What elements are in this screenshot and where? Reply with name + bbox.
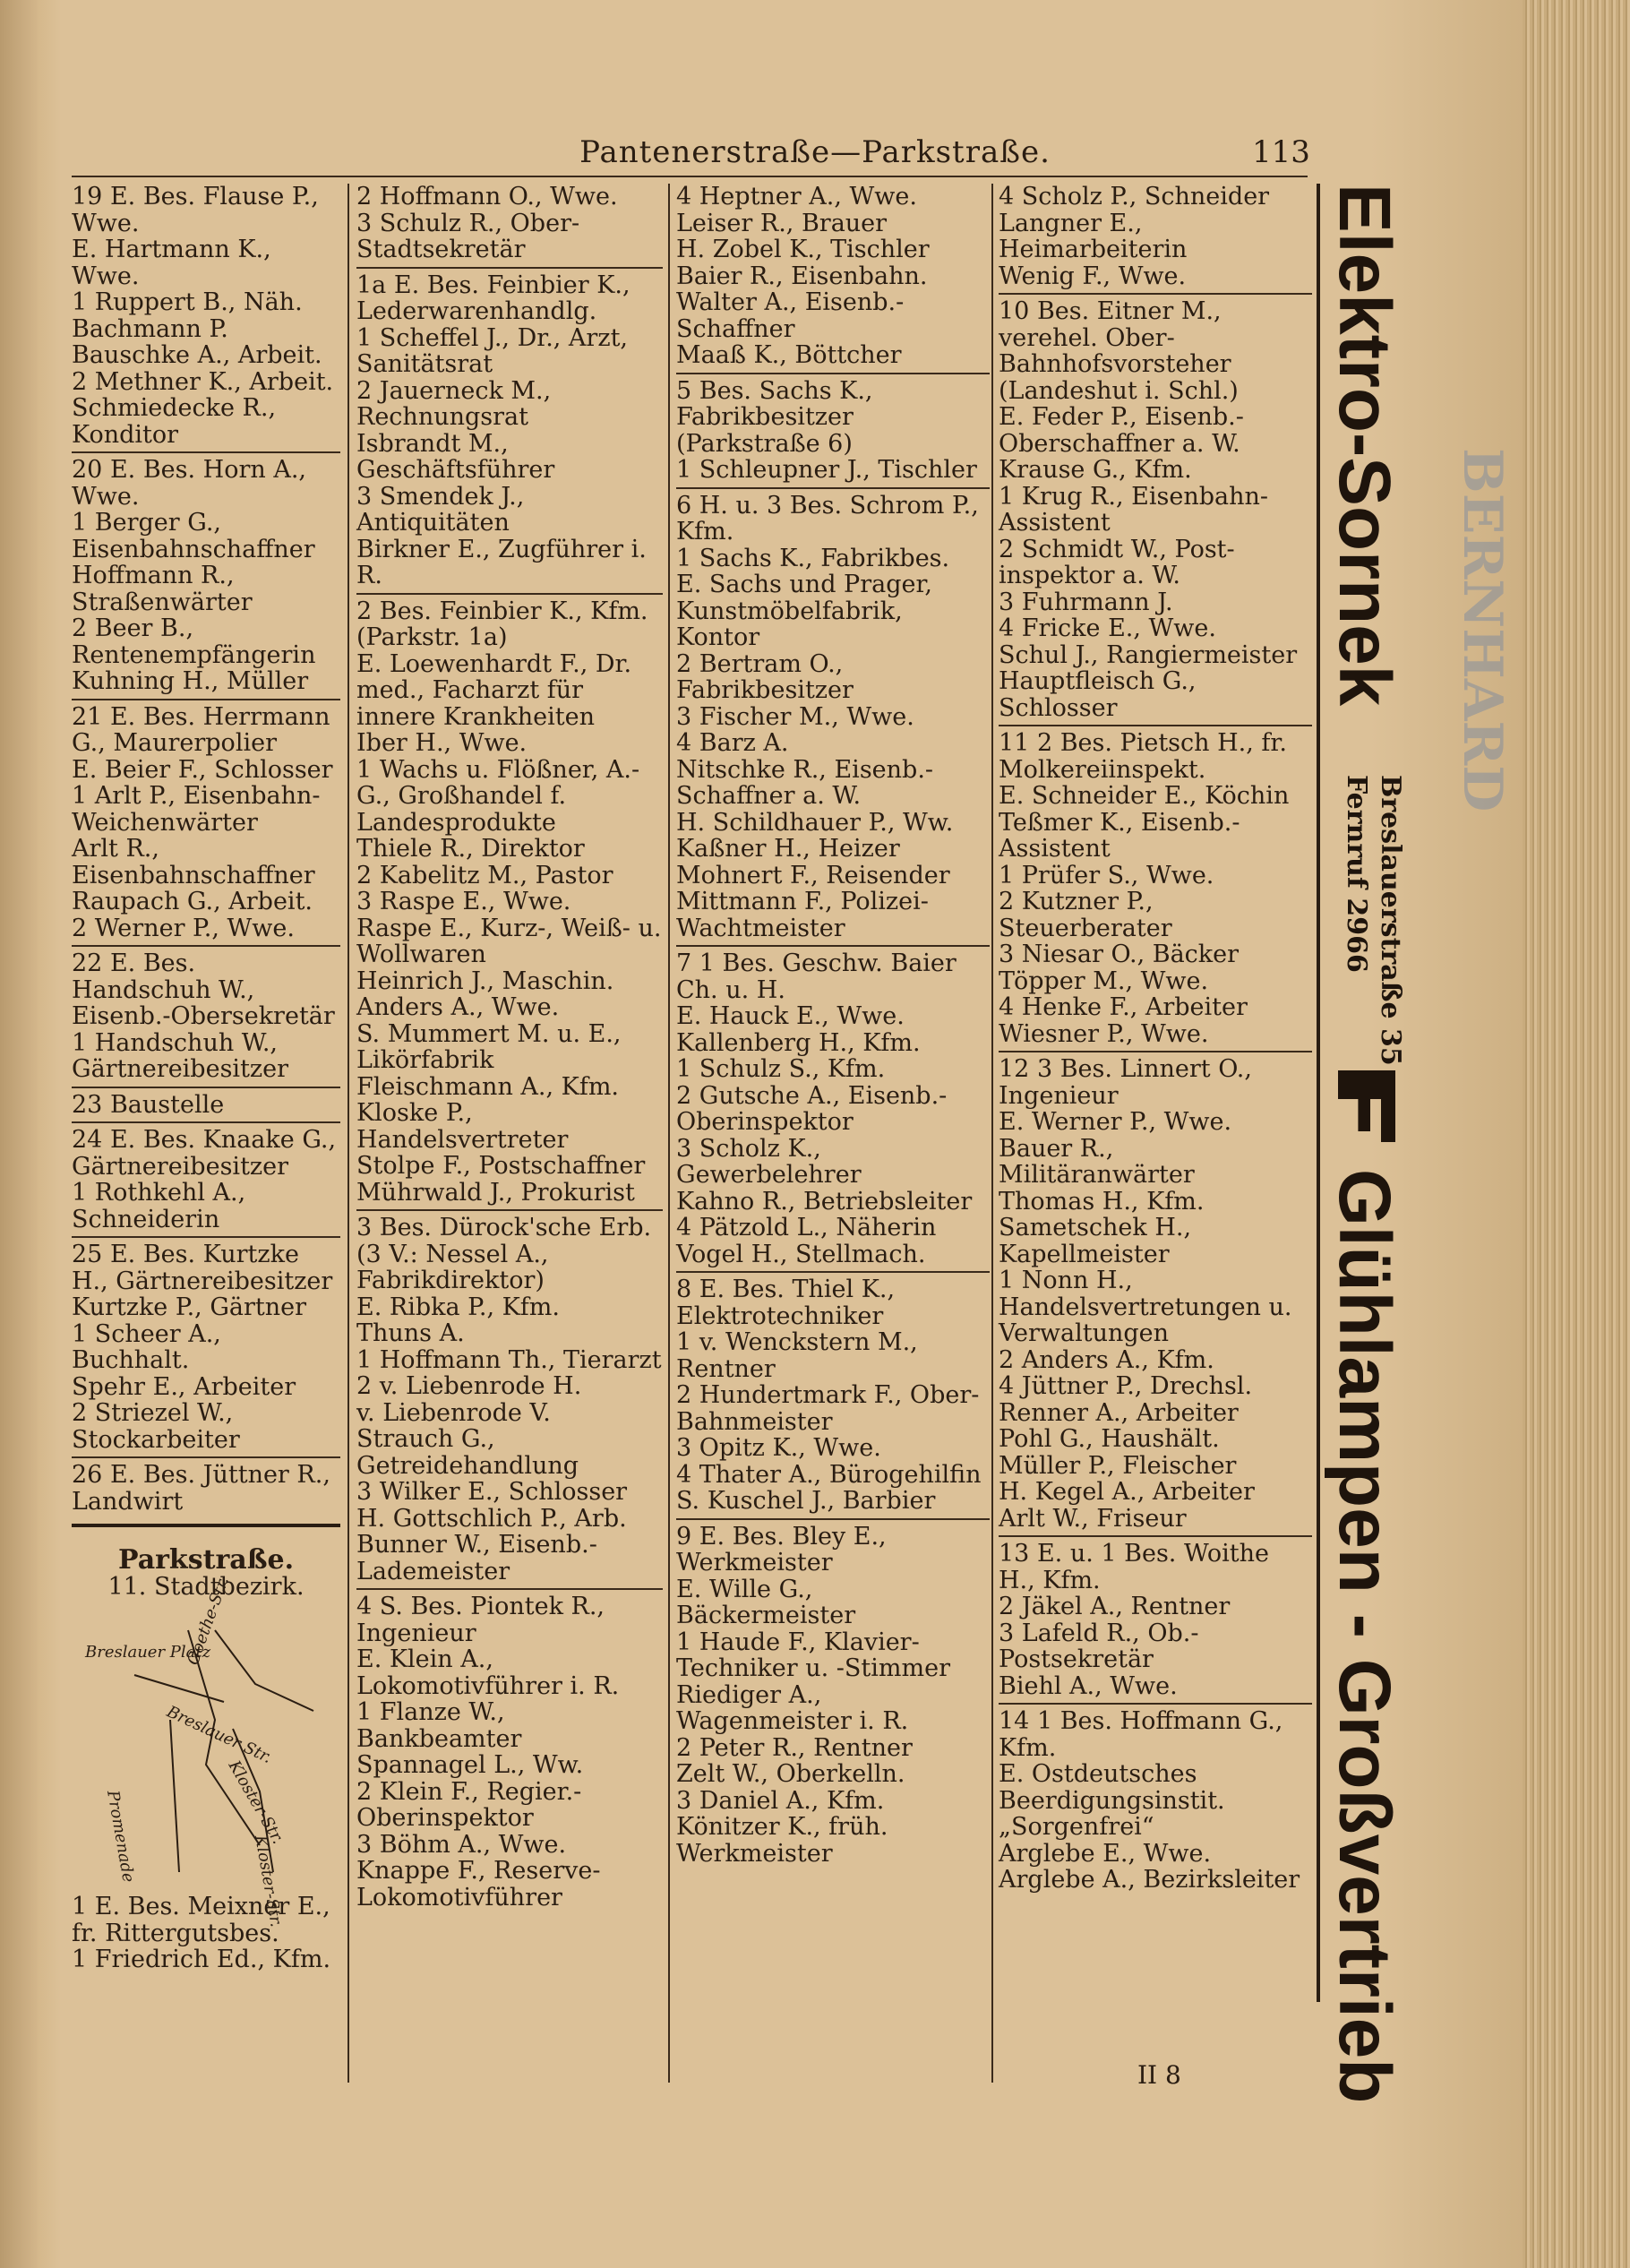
directory-entry: E. Hauck E., Wwe. — [676, 1002, 905, 1030]
directory-entry: 2 v. Liebenrode H. — [356, 1372, 582, 1400]
directory-entry: Krause G., Kfm. — [999, 456, 1192, 484]
directory-entry: Hoffmann R., Straßenwärter — [72, 562, 253, 616]
directory-entry: 3 Schulz R., Ober-Stadtsekretär — [356, 209, 580, 263]
directory-entry: 1 Haude F., Klavier-Techniker u. -Stimmer — [676, 1628, 951, 1682]
directory-entry: 4 Heptner A., Wwe. — [676, 183, 917, 210]
directory-entry: Mührwald J., Prokurist — [356, 1178, 635, 1207]
directory-entry: v. Liebenrode V. — [356, 1398, 551, 1427]
directory-entry: 2 Jäkel A., Rentner — [999, 1593, 1231, 1620]
directory-entry: 1 Scheer A., Buchhalt. — [72, 1319, 221, 1374]
directory-entry: 1a E. Bes. Feinbier K., Lederwarenhandlg. — [356, 271, 631, 325]
directory-entry: 2 Klein F., Regier.-Oberinspektor — [356, 1777, 582, 1832]
directory-entry: Töpper M., Wwe. — [999, 966, 1209, 995]
directory-entry: Zelt W., Oberkelln. — [676, 1760, 905, 1788]
directory-column-1 — [72, 184, 340, 1973]
entry-separator — [999, 725, 1312, 726]
directory-entry: 20 E. Bes. Horn A., Wwe. — [72, 456, 306, 511]
directory-entry: 2 Peter R., Rentner — [676, 1733, 913, 1762]
directory-entry: 1 Nonn H., Handelsvertretungen u. Verwaltungen — [999, 1267, 1292, 1347]
directory-entry: E. Feder P., Eisenb.-Oberschaffner a. W. — [999, 403, 1244, 458]
directory-entry: Raspe E., Kurz-, Weiß- u. Wollwaren — [356, 914, 662, 968]
directory-entry: Fleischmann A., Kfm. — [356, 1072, 620, 1101]
map-street-label: Kloster-Str. — [251, 1834, 286, 1929]
directory-entry: 2 Jauerneck M., Rechnungsrat — [356, 376, 552, 431]
entry-separator — [999, 1051, 1312, 1052]
directory-entry: 1 Ruppert B., Näh. — [72, 288, 303, 316]
directory-entry: E. Ostdeutsches Beerdigungsinstit. „Sorgenfrei“ — [999, 1760, 1225, 1841]
directory-entry: Riediger A., Wagenmeister i. R. — [676, 1680, 909, 1735]
directory-entry: 4 Barz A. — [676, 729, 789, 757]
page-binding — [0, 0, 38, 2268]
page-number: 113 — [1252, 134, 1310, 170]
directory-entry: 9 E. Bes. Bley E., Werkmeister — [676, 1522, 887, 1576]
directory-entry: 7 1 Bes. Geschw. Baier Ch. u. H. — [676, 949, 957, 1004]
directory-entry: 19 E. Bes. Flause P., Wwe. — [72, 183, 319, 237]
directory-entry: 2 Anders A., Kfm. — [999, 1345, 1214, 1374]
directory-entry: Strauch G., Getreidehandlung — [356, 1425, 579, 1480]
directory-entry: H. Gottschlich P., Arb. — [356, 1504, 627, 1533]
directory-entry: 13 E. u. 1 Bes. Woithe H., Kfm. — [999, 1540, 1269, 1594]
entry-separator — [999, 1703, 1312, 1705]
entry-separator — [676, 373, 990, 374]
entry-separator — [356, 267, 663, 269]
entry-separator — [72, 1087, 340, 1088]
directory-entry: 12 3 Bes. Linnert O., Ingenieur — [999, 1055, 1252, 1110]
directory-entry: Bunner W., Eisenb.-Lademeister — [356, 1531, 597, 1585]
directory-entry: 4 Fricke E., Wwe. — [999, 614, 1216, 642]
directory-entry: Birkner E., Zugführer i. R. — [356, 535, 647, 589]
entry-separator — [676, 1271, 990, 1273]
ad-company-name: Elektro-Sornek — [1324, 184, 1405, 707]
directory-entry: Anders A., Wwe. — [356, 993, 560, 1021]
directory-entry: 8 E. Bes. Thiel K., Elektrotechniker — [676, 1276, 896, 1330]
directory-entry: 2 Werner P., Wwe. — [72, 914, 295, 942]
directory-entry: Kloske P., Handelsvertreter — [356, 1099, 569, 1154]
directory-entry: Teßmer K., Eisenb.-Assistent — [999, 808, 1240, 863]
directory-entry: E. Loewenhardt F., Dr. med., Facharzt für innere Krankheiten — [356, 649, 632, 731]
directory-entry: 3 Fuhrmann J. — [999, 588, 1173, 616]
directory-entry: 2 Beer B., Rentenempfängerin — [72, 614, 316, 669]
directory-entry: 3 Scholz K., Gewerbelehrer — [676, 1134, 862, 1189]
map-street-label: Breslauer Str. — [163, 1702, 275, 1768]
directory-entry: 1 Krug R., Eisenbahn-Assistent — [999, 482, 1269, 537]
directory-entry: 25 E. Bes. Kurtzke H., Gärtnereibesitzer — [72, 1241, 333, 1295]
directory-entry: 2 Hundertmark F., Ober-Bahnmeister — [676, 1381, 980, 1436]
directory-entry: H. Kegel A., Arbeiter — [999, 1478, 1255, 1506]
directory-entry: E. Werner P., Wwe. — [999, 1108, 1232, 1136]
directory-entry: Könitzer K., früh. Werkmeister — [676, 1813, 888, 1868]
ad-address: Breslauerstraße 35 — [1375, 775, 1406, 1066]
directory-entry: Mittmann F., Polizei-Wachtmeister — [676, 888, 929, 942]
directory-entry: Renner A., Arbeiter — [999, 1398, 1239, 1427]
directory-entry: Schmiedecke R., Konditor — [72, 394, 277, 449]
directory-entry: 3 Niesar O., Bäcker — [999, 941, 1240, 968]
directory-entry: E. Beier F., Schlosser — [72, 755, 333, 784]
directory-entry: 11 2 Bes. Pietsch H., fr. Molkereiinspekt. — [999, 729, 1287, 784]
directory-entry: 3 Raspe E., Wwe. — [356, 888, 571, 915]
directory-entry: Langner E., Heimarbeiterin — [999, 209, 1188, 263]
directory-entry: Arglebe A., Bezirksleiter — [999, 1866, 1300, 1894]
library-stamp: BERNHARD — [1451, 448, 1514, 812]
directory-entry: 3 Wilker E., Schlosser — [356, 1478, 628, 1506]
entry-separator — [72, 1121, 340, 1123]
directory-entry: 1 Friedrich Ed., Kfm. — [72, 1946, 331, 1973]
directory-entry: Nitschke R., Eisenb.-Schaffner a. W. — [676, 755, 934, 810]
entry-separator — [999, 293, 1312, 295]
directory-entry: 3 Fischer M., Wwe. — [676, 702, 914, 731]
directory-entry: E. Sachs und Prager, Kunstmöbelfabrik, Kontor — [676, 571, 933, 651]
directory-entry: 1 Handschuh W., Gärtnereibesitzer — [72, 1028, 289, 1083]
directory-entry: 2 Kabelitz M., Pastor — [356, 861, 613, 889]
directory-entry: Wenig F., Wwe. — [999, 262, 1187, 290]
directory-entry: S. Mummert M. u. E., Likörfabrik — [356, 1019, 622, 1074]
directory-entry: Kahno R., Betriebsleiter — [676, 1187, 973, 1216]
directory-entry: Wiesner P., Wwe. — [999, 1019, 1209, 1048]
directory-entry: 4 Henke F., Arbeiter — [999, 993, 1248, 1021]
directory-entry: Isbrandt M., Geschäftsführer — [356, 429, 555, 484]
directory-entry: Kurtzke P., Gärtner — [72, 1293, 307, 1321]
directory-entry: 26 E. Bes. Jüttner R., Landwirt — [72, 1461, 330, 1516]
entry-separator — [676, 945, 990, 947]
directory-entry: Kallenberg H., Kfm. — [676, 1028, 921, 1057]
directory-entry: 24 E. Bes. Knaake G., Gärtnereibesitzer — [72, 1126, 337, 1181]
directory-entry: Heinrich J., Maschin. — [356, 966, 614, 995]
directory-entry: Thomas H., Kfm. — [999, 1187, 1205, 1216]
directory-entry: 1 E. Bes. Meixner E., fr. Rittergutsbes. — [72, 1893, 330, 1947]
directory-entry: 1 Berger G., Eisenbahnschaffner — [72, 509, 315, 563]
directory-entry: 1 Rothkehl A., Schneiderin — [72, 1179, 246, 1233]
directory-entry: 2 Gutsche A., Eisenb.-Oberinspektor — [676, 1081, 948, 1136]
entry-separator — [72, 945, 340, 947]
directory-entry: 4 Pätzold L., Näherin — [676, 1214, 937, 1241]
directory-entry: 1 v. Wenckstern M., Rentner — [676, 1328, 918, 1383]
directory-entry: H. Zobel K., Tischler — [676, 236, 930, 263]
directory-entry: 10 Bes. Eitner M., verehel. Ober-Bahnhofsvorsteher (Landeshut i. Schl.) — [999, 297, 1239, 405]
directory-entry: 2 Methner K., Arbeit. — [72, 367, 334, 396]
entry-separator — [72, 1236, 340, 1238]
directory-entry: 1 Prüfer S., Wwe. — [999, 861, 1214, 889]
directory-entry: Bachmann P. — [72, 314, 228, 343]
directory-entry: 23 Baustelle — [72, 1090, 225, 1119]
directory-entry: Leiser R., Brauer — [676, 209, 888, 237]
section-rule — [72, 1524, 340, 1527]
directory-entry: Vogel H., Stellmach. — [676, 1240, 926, 1268]
map-street-label: Goethe-Str. — [183, 1574, 234, 1668]
directory-entry: Knappe F., Reserve-Lokomotivführer — [356, 1857, 601, 1911]
directory-entry: Raupach G., Arbeit. — [72, 888, 313, 915]
entry-separator — [72, 1456, 340, 1458]
directory-entry: Spannagel L., Ww. — [356, 1751, 584, 1779]
directory-entry: Bauer R., Militäranwärter — [999, 1134, 1195, 1189]
directory-entry: 3 Smendek J., Antiquitäten — [356, 482, 525, 537]
directory-entry: Pohl G., Haushält. — [999, 1425, 1220, 1453]
map-street-line — [170, 1720, 179, 1872]
directory-entry: 3 Böhm A., Wwe. — [356, 1830, 567, 1859]
directory-entry: 14 1 Bes. Hoffmann G., Kfm. — [999, 1707, 1283, 1762]
directory-entry: E. Ribka P., Kfm. — [356, 1293, 560, 1321]
directory-entry: Stolpe F., Postschaffner — [356, 1152, 646, 1180]
directory-entry: Arglebe E., Wwe. — [999, 1839, 1212, 1868]
directory-entry: E. Klein A., Lokomotivführer i. R. — [356, 1645, 620, 1700]
directory-entry: 1 Scheffel J., Dr., Arzt, Sanitätsrat — [356, 323, 628, 378]
directory-entry: S. Kuschel J., Barbier — [676, 1487, 936, 1515]
map-street-label: Promenade — [103, 1789, 138, 1885]
ad-phone: Fernruf 2966 — [1341, 775, 1372, 973]
directory-entry: Kaßner H., Heizer — [676, 835, 900, 863]
column-divider — [347, 184, 349, 2083]
directory-entry: Bauschke A., Arbeit. — [72, 341, 322, 369]
street-title: Parkstraße. — [117, 1544, 295, 1576]
directory-entry: 4 Scholz P., Schneider — [999, 183, 1270, 210]
directory-entry: 1 Flanze W., Bankbeamter — [356, 1698, 522, 1753]
directory-entry: 3 Bes. Dürock'sche Erb. (3 V.: Nessel A., Fabrikdirektor) — [356, 1214, 652, 1294]
column-divider — [668, 184, 670, 2083]
map-street-line — [215, 1630, 313, 1711]
directory-entry: 2 Striezel W., Stockarbeiter — [72, 1399, 240, 1454]
directory-entry: 3 Lafeld R., Ob.-Postsekretär — [999, 1619, 1199, 1673]
district-label: 11. Stadtbezirk. — [107, 1572, 305, 1601]
page-edges — [1523, 0, 1630, 2268]
ad-slogan: Glühlampen - Großvertrieb — [1324, 1169, 1405, 2104]
directory-column-4 — [999, 184, 1312, 1894]
directory-entry: 2 Kutzner P., Steuerberater — [999, 888, 1172, 942]
directory-entry: Walter A., Eisenb.-Schaffner — [676, 288, 905, 343]
sheet-signature: II 8 — [1137, 2060, 1181, 2090]
entry-separator — [356, 1209, 663, 1211]
map-street-line — [134, 1675, 224, 1702]
page-header: Pantenerstraße—Parkstraße. — [579, 134, 1051, 170]
directory-entry: Iber H., Wwe. — [356, 729, 528, 757]
entry-separator — [676, 1518, 990, 1520]
directory-entry: 4 Thater A., Bürogehilfin — [676, 1460, 982, 1489]
entry-separator — [676, 487, 990, 489]
directory-entry: 2 Schmidt W., Post-inspektor a. W. — [999, 535, 1235, 589]
directory-entry: Biehl A., Wwe. — [999, 1671, 1178, 1700]
map-street-label: Breslauer Platz — [85, 1643, 211, 1662]
entry-separator — [356, 593, 663, 595]
directory-entry: Spehr E., Arbeiter — [72, 1372, 296, 1401]
directory-entry: 6 H. u. 3 Bes. Schrom P., Kfm. — [676, 491, 979, 546]
entry-separator — [999, 1535, 1312, 1537]
directory-entry: 22 E. Bes. Handschuh W., Eisenb.-Obersekretär — [72, 949, 335, 1030]
directory-entry: 3 Daniel A., Kfm. — [676, 1786, 885, 1815]
column-divider — [991, 184, 993, 2083]
directory-entry: Arlt W., Friseur — [999, 1504, 1187, 1533]
directory-entry: 1 Arlt P., Eisenbahn-Weichenwärter — [72, 782, 321, 837]
directory-entry: Thuns A. — [356, 1319, 465, 1347]
directory-entry: Thiele R., Direktor — [356, 835, 585, 863]
directory-entry: Baier R., Eisenbahn. — [676, 262, 928, 290]
directory-entry: E. Wille G., Bäckermeister — [676, 1575, 856, 1629]
directory-entry: Hauptfleisch G., Schlosser — [999, 667, 1197, 722]
directory-entry: Müller P., Fleischer — [999, 1451, 1237, 1480]
entry-separator — [72, 451, 340, 453]
directory-column-2 — [356, 184, 663, 1911]
entry-separator — [72, 699, 340, 700]
directory-entry: Arlt R., Eisenbahnschaffner — [72, 835, 315, 889]
directory-entry: E. Hartmann K., Wwe. — [72, 236, 271, 290]
directory-entry: 2 Bes. Feinbier K., Kfm. (Parkstr. 1a) — [356, 597, 648, 651]
map-street-label: Kloster-Str. — [224, 1757, 287, 1848]
directory-entry: 4 Jüttner P., Drechsl. — [999, 1372, 1253, 1400]
header-rule — [72, 176, 1308, 177]
directory-entry: 3 Opitz K., Wwe. — [676, 1434, 881, 1462]
directory-entry: 1 Hoffmann Th., Tierarzt — [356, 1345, 662, 1374]
directory-entry: 21 E. Bes. Herrmann G., Maurerpolier — [72, 702, 330, 757]
entry-separator — [356, 1588, 663, 1590]
directory-entry: 1 Schleupner J., Tischler — [676, 456, 977, 484]
directory-entry: Kuhning H., Müller — [72, 667, 309, 695]
directory-entry: Sametschek H., Kapellmeister — [999, 1214, 1192, 1268]
directory-entry: Schul J., Rangiermeister — [999, 640, 1298, 669]
directory-entry: 5 Bes. Sachs K., Fabrikbesitzer (Parkstraße 6) — [676, 376, 873, 458]
directory-entry: 1 Schulz S., Kfm. — [676, 1055, 886, 1083]
directory-column-3 — [676, 184, 990, 1867]
directory-entry: 2 Hoffmann O., Wwe. — [356, 183, 618, 210]
directory-entry: Mohnert F., Reisender — [676, 861, 950, 889]
directory-entry: Maaß K., Böttcher — [676, 341, 902, 369]
directory-entry: 4 S. Bes. Piontek R., Ingenieur — [356, 1593, 605, 1647]
directory-entry: 1 Wachs u. Flößner, A.-G., Großhandel f. Landesprodukte — [356, 755, 640, 837]
directory-entry: E. Schneider E., Köchin — [999, 782, 1290, 810]
directory-entry: 2 Bertram O., Fabrikbesitzer — [676, 649, 854, 704]
directory-entry: 1 Sachs K., Fabrikbes. — [676, 544, 950, 572]
directory-entry: H. Schildhauer P., Ww. — [676, 808, 954, 837]
